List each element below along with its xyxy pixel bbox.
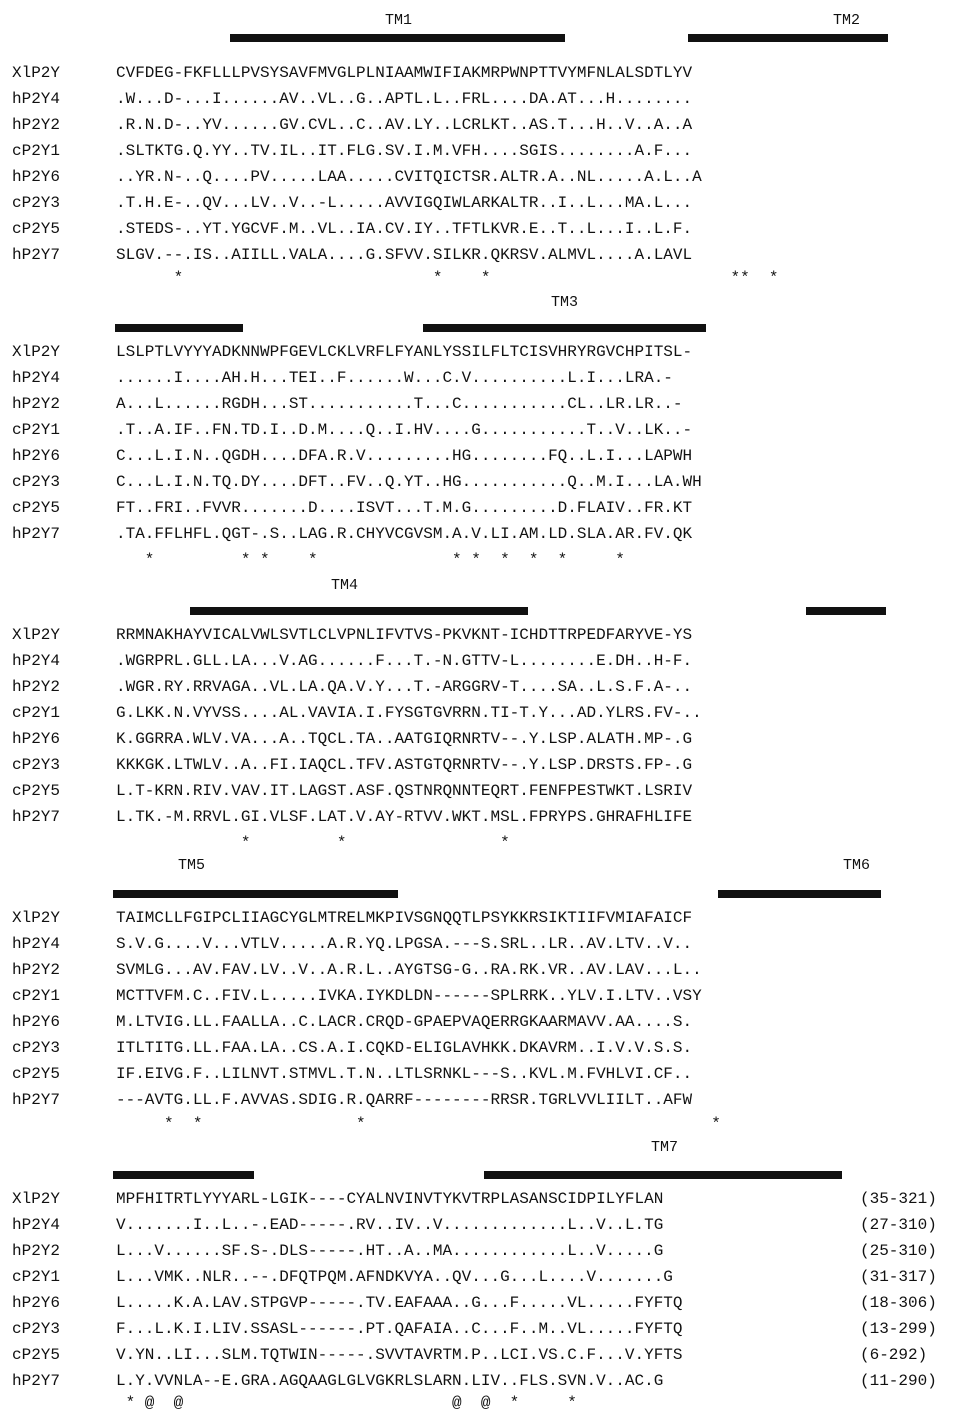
sequence-name: hP2Y7 — [12, 1091, 61, 1109]
sequence-name: hP2Y7 — [12, 808, 61, 826]
residue-range: (27-310) — [860, 1216, 937, 1234]
sequence-name: cP2Y3 — [12, 1039, 61, 1057]
sequence-text: L...VMK..NLR..--.DFQTPQM.AFNDKVYA..QV...G...L....V.......G — [116, 1268, 673, 1286]
sequence-text: V.YN..LI...SLM.TQTWIN-----.SVVTAVRTM.P..LCI.VS.C.F...V.YFTS — [116, 1346, 683, 1364]
sequence-text: M.LTVIG.LL.FAALLA..C.LACR.CRQD-GPAEPVAQERRGKAARMAVV.AA....S. — [116, 1013, 693, 1031]
sequence-text: SLGV.--.IS..AIILL.VALA....G.SFVV.SILKR.QKRSV.ALMVL....A.LAVL — [116, 246, 693, 264]
sequence-name: cP2Y3 — [12, 473, 61, 491]
sequence-text: L.T-KRN.RIV.VAV.IT.LAGST.ASF.QSTNRQNNTEQRT.FENFPESTWKT.LSRIV — [116, 782, 693, 800]
sequence-text: S.V.G....V...VTLV.....A.R.YQ.LPGSA.---S.SRL..LR..AV.LTV..V.. — [116, 935, 693, 953]
sequence-name: cP2Y5 — [12, 499, 61, 517]
sequence-text: KKKGK.LTWLV..A..FI.IAQCL.TFV.ASTGTQRNRTV--.Y.LSP.DRSTS.FP-.G — [116, 756, 693, 774]
tm-segment-bar — [190, 607, 528, 615]
sequence-name: cP2Y3 — [12, 1320, 61, 1338]
sequence-text: MPFHITRTLYYYARL-LGIK----CYALNVINVTYKVTRPLASANSCIDPILYFLAN — [116, 1190, 664, 1208]
sequence-name: hP2Y7 — [12, 246, 61, 264]
sequence-text: .WGR.RY.RRVAGA..VL.LA.QA.V.Y...T.-ARGGRV-T....SA..L.S.F.A-.. — [116, 678, 693, 696]
tm-label: TM7 — [651, 1139, 679, 1156]
tm-segment-bar — [718, 890, 881, 898]
sequence-name: XlP2Y — [12, 909, 61, 927]
sequence-text: C...L.I.N.TQ.DY....DFT..FV..Q.YT..HG...........Q..M.I...LA.WH — [116, 473, 702, 491]
sequence-text: A...L......RGDH...ST...........T...C...........CL..LR.LR..- — [116, 395, 683, 413]
tm-label: TM3 — [551, 294, 579, 311]
tm-label: TM2 — [833, 12, 861, 29]
sequence-name: cP2Y5 — [12, 1065, 61, 1083]
sequence-text: L.Y.VVNLA--E.GRA.AGQAAGLGLVGKRLSLARN.LIV..FLS.SVN.V..AC.G — [116, 1372, 664, 1390]
sequence-text: K.GGRRA.WLV.VA...A..TQCL.TA..AATGIQRNRTV--.Y.LSP.ALATH.MP-.G — [116, 730, 693, 748]
sequence-text: .WGRPRL.GLL.LA...V.AG......F...T.-N.GTTV-L........E.DH..H-F. — [116, 652, 693, 670]
tm-segment-bar — [230, 34, 565, 42]
sequence-name: cP2Y3 — [12, 756, 61, 774]
sequence-text: .R.N.D-..YV......GV.CVL..C..AV.LY..LCRLKT..AS.T...H..V..A..A — [116, 116, 693, 134]
sequence-name: hP2Y4 — [12, 1216, 61, 1234]
sequence-name: hP2Y6 — [12, 1013, 61, 1031]
tm-label: TM4 — [331, 577, 359, 594]
sequence-name: XlP2Y — [12, 1190, 61, 1208]
sequence-text: CVFDEG-FKFLLLPVSYSAVFMVGLPLNIAAMWIFIAKMRPWNPTTVYMFNLALSDTLYV — [116, 64, 693, 82]
sequence-name: cP2Y1 — [12, 987, 61, 1005]
sequence-text: ......I....AH.H...TEI..F......W...C.V..........L.I...LRA.- — [116, 369, 673, 387]
sequence-text: ---AVTG.LL.F.AVVAS.SDIG.R.QARRF--------RRSR.TGRLVVLIILT..AFW — [116, 1091, 693, 1109]
conservation-marks: * * * — [116, 834, 510, 852]
sequence-text: TAIMCLLFGIPCLIIAGCYGLMTRELMKPIVSGNQQTLPSYKKRSIKTIIFVMIAFAICF — [116, 909, 693, 927]
sequence-text: .T..A.IF..FN.TD.I..D.M....Q..I.HV....G...........T..V..LK..- — [116, 421, 693, 439]
sequence-name: hP2Y6 — [12, 730, 61, 748]
conservation-marks: * * * ** * — [116, 269, 779, 287]
sequence-name: cP2Y5 — [12, 782, 61, 800]
sequence-text: LSLPTLVYYYADKNNWPFGEVLCKLVRFLFYANLYSSILFLTCISVHRYRGVCHPITSL- — [116, 343, 693, 361]
sequence-name: hP2Y4 — [12, 935, 61, 953]
sequence-name: cP2Y5 — [12, 220, 61, 238]
sequence-name: hP2Y4 — [12, 90, 61, 108]
sequence-text: FT..FRI..FVVR.......D....ISVT...T.M.G.........D.FLAIV..FR.KT — [116, 499, 693, 517]
conservation-marks: * * * * * * * * * * — [116, 551, 625, 569]
sequence-text: MCTTVFM.C..FIV.L.....IVKA.IYKDLDN------SPLRRK..YLV.I.LTV..VSY — [116, 987, 702, 1005]
sequence-text: .TA.FFLHFL.QGT-.S..LAG.R.CHYVCGVSM.A.V.LI.AM.LD.SLA.AR.FV.QK — [116, 525, 693, 543]
sequence-text: G.LKK.N.VYVSS....AL.VAVIA.I.FYSGTGVRRN.TI-T.Y...AD.YLRS.FV-.. — [116, 704, 702, 722]
sequence-name: XlP2Y — [12, 626, 61, 644]
sequence-name: hP2Y6 — [12, 168, 61, 186]
sequence-text: L.....K.A.LAV.STPGVP-----.TV.EAFAAA..G...F.....VL.....FYFTQ — [116, 1294, 683, 1312]
sequence-text: IF.EIVG.F..LILNVT.STMVL.T.N..LTLSRNKL---S..KVL.M.FVHLVI.CF.. — [116, 1065, 693, 1083]
sequence-text: C...L.I.N..QGDH....DFA.R.V.........HG........FQ..L.I...LAPWH — [116, 447, 693, 465]
residue-range: (18-306) — [860, 1294, 937, 1312]
sequence-name: hP2Y2 — [12, 678, 61, 696]
sequence-name: cP2Y1 — [12, 704, 61, 722]
sequence-text: L.TK.-M.RRVL.GI.VLSF.LAT.V.AY-RTVV.WKT.MSL.FPRYPS.GHRAFHLIFE — [116, 808, 693, 826]
tm-segment-bar — [688, 34, 888, 42]
sequence-text: SVMLG...AV.FAV.LV..V..A.R.L..AYGTSG-G..RA.RK.VR..AV.LAV...L.. — [116, 961, 702, 979]
sequence-name: XlP2Y — [12, 343, 61, 361]
sequence-name: hP2Y4 — [12, 652, 61, 670]
sequence-text: .W...D-...I......AV..VL..G..APTL.L..FRL....DA.AT...H........ — [116, 90, 693, 108]
residue-range: (35-321) — [860, 1190, 937, 1208]
residue-range: (31-317) — [860, 1268, 937, 1286]
sequence-name: hP2Y2 — [12, 961, 61, 979]
tm-segment-bar — [806, 607, 886, 615]
sequence-name: hP2Y6 — [12, 1294, 61, 1312]
sequence-name: hP2Y7 — [12, 525, 61, 543]
sequence-name: cP2Y1 — [12, 421, 61, 439]
sequence-text: V.......I..L..-.EAD-----.RV..IV..V.............L..V..L.TG — [116, 1216, 664, 1234]
sequence-name: hP2Y2 — [12, 1242, 61, 1260]
tm-segment-bar — [113, 1171, 254, 1179]
sequence-name: cP2Y5 — [12, 1346, 61, 1364]
conservation-marks: * @ @ @ @ * * — [116, 1394, 577, 1412]
tm-segment-bar — [115, 324, 243, 332]
sequence-name: hP2Y7 — [12, 1372, 61, 1390]
sequence-text: L...V......SF.S-.DLS-----.HT..A..MA............L..V.....G — [116, 1242, 664, 1260]
sequence-text: .STEDS-..YT.YGCVF.M..VL..IA.CV.IY..TFTLKVR.E..T..L...I..L.F. — [116, 220, 693, 238]
sequence-text: .SLTKTG.Q.YY..TV.IL..IT.FLG.SV.I.M.VFH....SGIS........A.F... — [116, 142, 693, 160]
sequence-name: hP2Y4 — [12, 369, 61, 387]
residue-range: (13-299) — [860, 1320, 937, 1338]
tm-segment-bar — [113, 890, 398, 898]
sequence-name: hP2Y2 — [12, 395, 61, 413]
tm-label: TM1 — [385, 12, 413, 29]
sequence-name: hP2Y6 — [12, 447, 61, 465]
tm-label: TM5 — [178, 857, 206, 874]
sequence-name: cP2Y3 — [12, 194, 61, 212]
residue-range: (25-310) — [860, 1242, 937, 1260]
sequence-name: cP2Y1 — [12, 142, 61, 160]
sequence-name: hP2Y2 — [12, 116, 61, 134]
tm-label: TM6 — [843, 857, 871, 874]
tm-segment-bar — [484, 1171, 842, 1179]
sequence-text: ITLTITG.LL.FAA.LA..CS.A.I.CQKD-ELIGLAVHKK.DKAVRM..I.V.V.S.S. — [116, 1039, 693, 1057]
conservation-marks: * * * * — [116, 1115, 721, 1133]
tm-segment-bar — [423, 324, 706, 332]
sequence-text: RRMNAKHAYVICALVWLSVTLCLVPNLIFVTVS-PKVKNT-ICHDTTRPEDFARYVE-YS — [116, 626, 693, 644]
sequence-name: cP2Y1 — [12, 1268, 61, 1286]
sequence-text: F...L.K.I.LIV.SSASL------.PT.QAFAIA..C...F..M..VL.....FYFTQ — [116, 1320, 683, 1338]
sequence-text: ..YR.N-..Q....PV.....LAA.....CVITQICTSR.ALTR.A..NL.....A.L..A — [116, 168, 702, 186]
residue-range: (6-292) — [860, 1346, 928, 1364]
sequence-text: .T.H.E-..QV...LV..V..-L.....AVVIGQIWLARKALTR..I..L...MA.L... — [116, 194, 693, 212]
sequence-name: XlP2Y — [12, 64, 61, 82]
residue-range: (11-290) — [860, 1372, 937, 1390]
